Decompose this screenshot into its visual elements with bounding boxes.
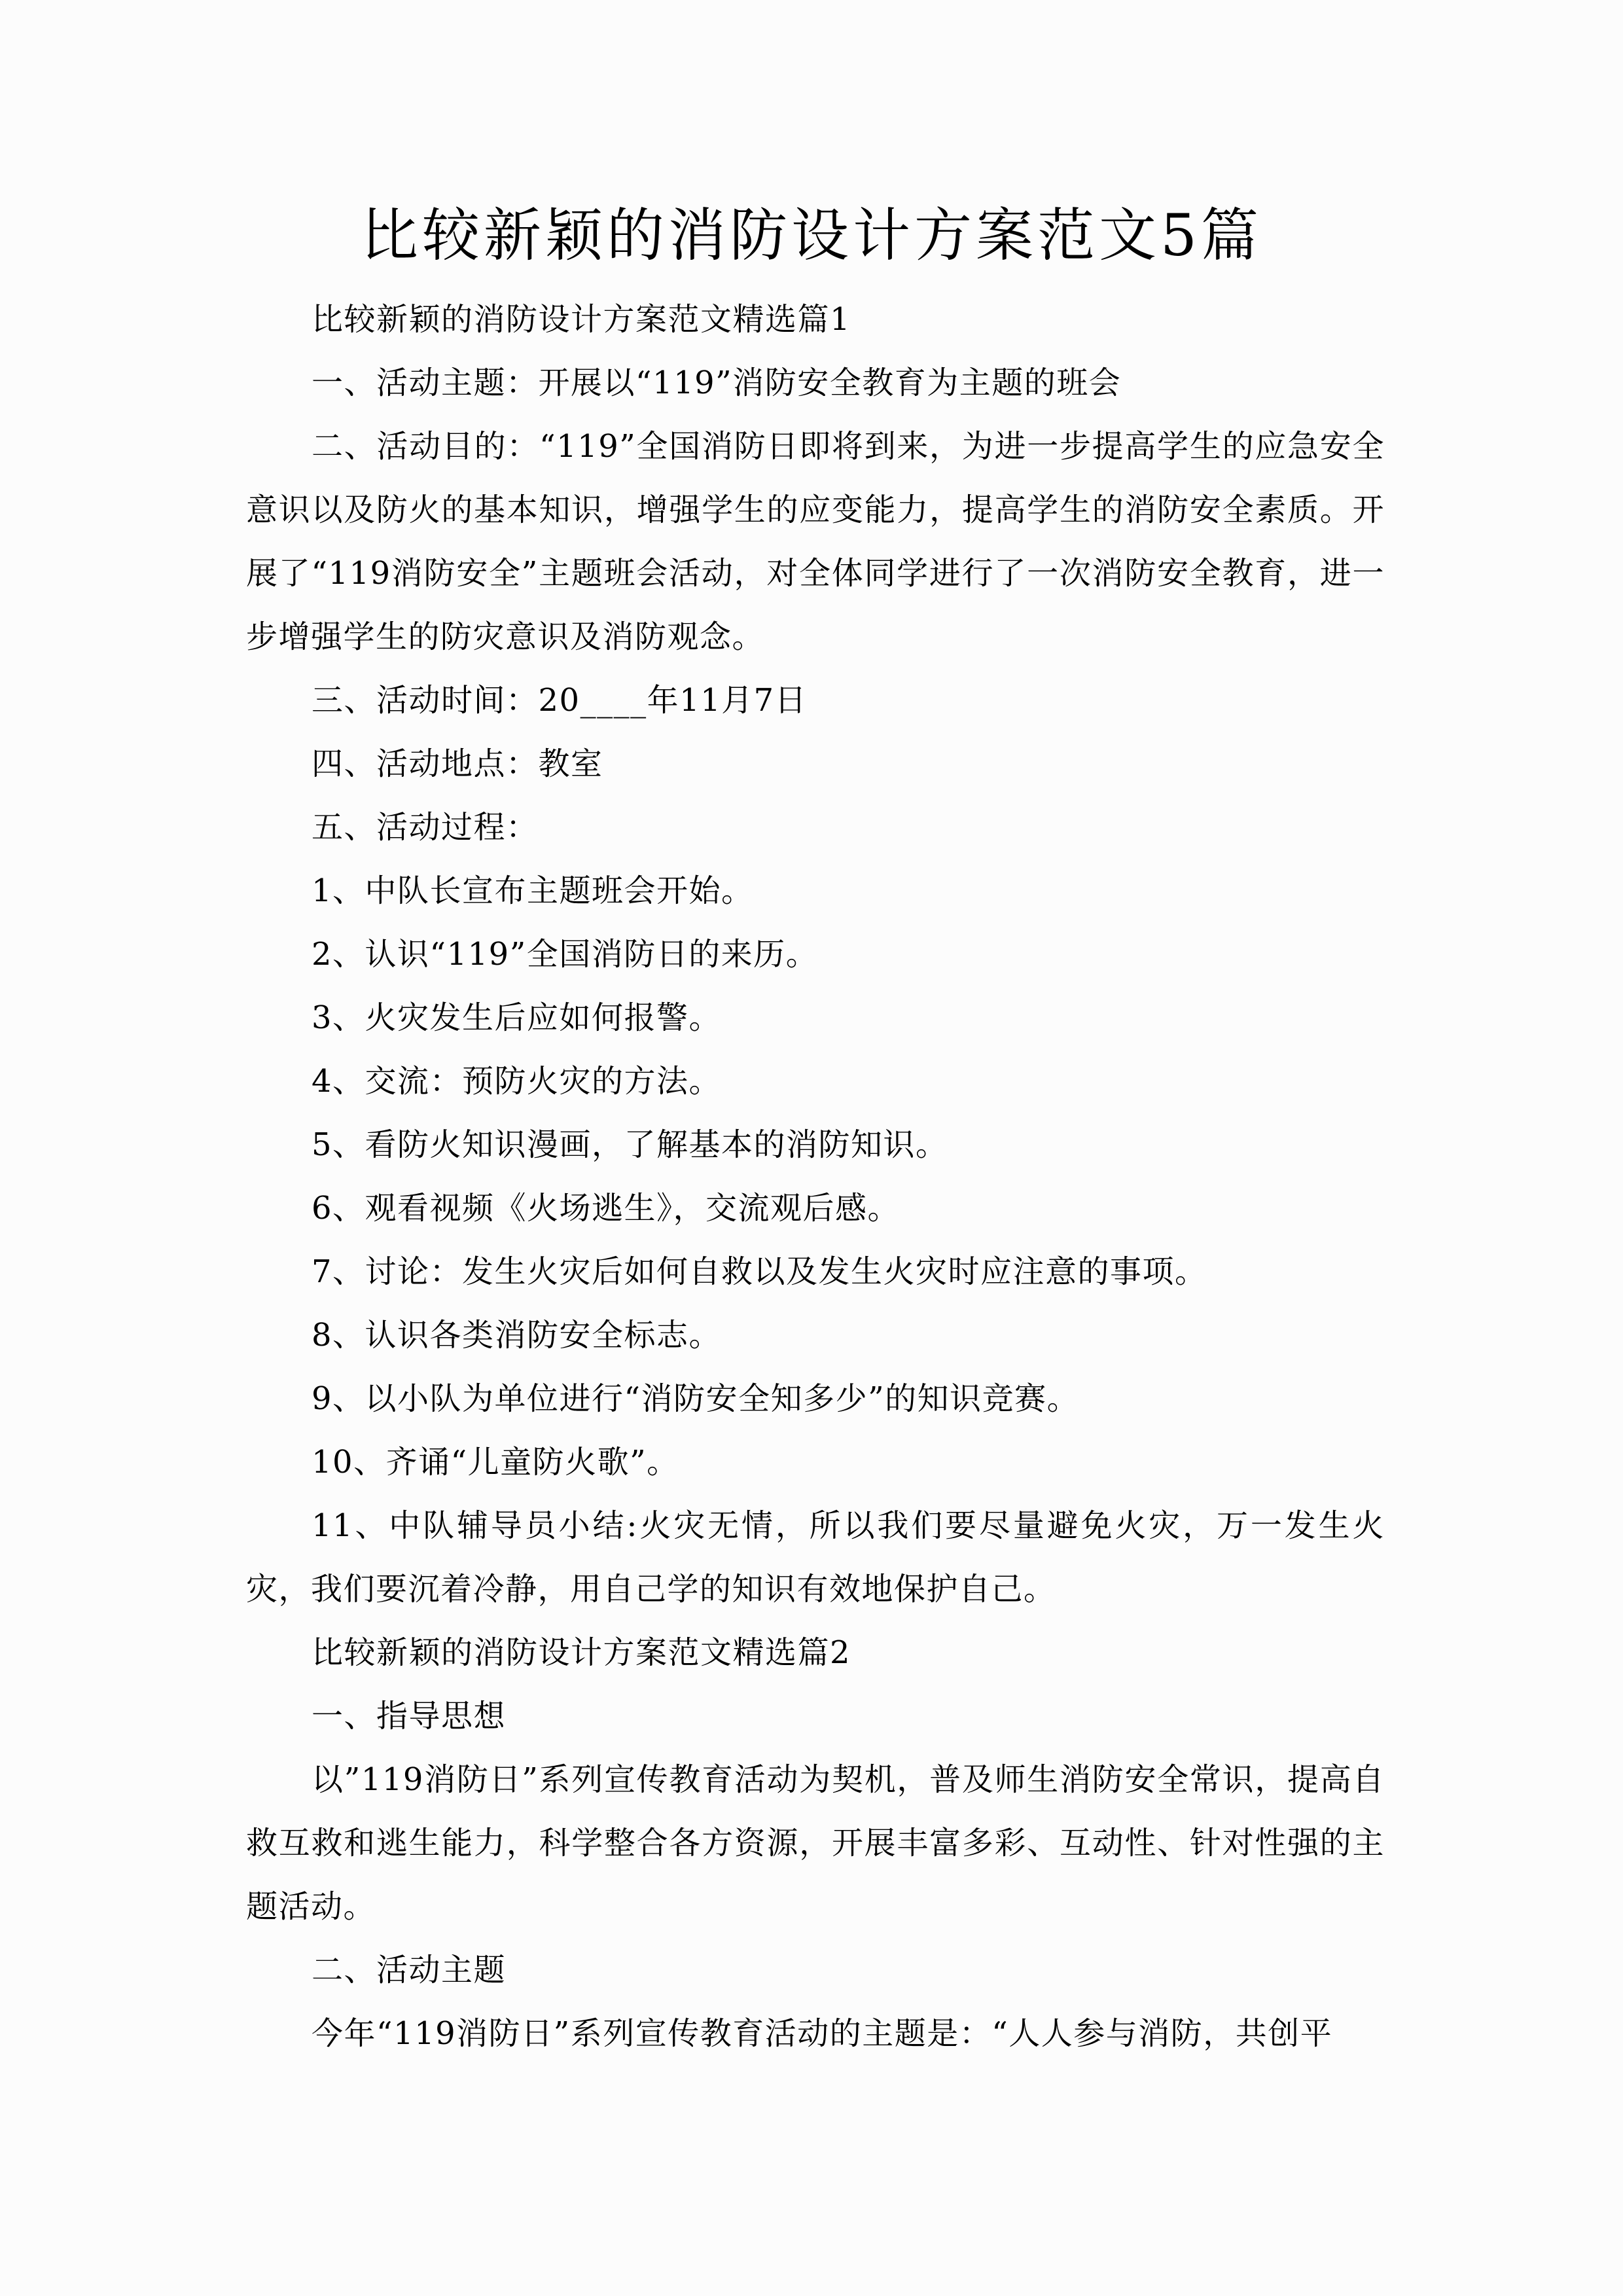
list-item: 1、中队长宣布主题班会开始。 (312, 872, 754, 909)
activity-theme-heading: 二、活动主题 (312, 1952, 507, 1988)
document-title: 比较新颖的消防设计方案范文5篇 (361, 202, 1262, 269)
section-heading-2: 比较新颖的消防设计方案范文精选篇2 (312, 1634, 851, 1671)
list-item: 6、观看视频《火场逃生》，交流观后感。 (312, 1190, 901, 1227)
activity-process-heading: 五、活动过程： (312, 809, 539, 846)
list-item: 4、交流：预防火灾的方法。 (312, 1063, 722, 1100)
list-item: 3、火灾发生后应如何报警。 (312, 999, 722, 1036)
list-item: 8、认识各类消防安全标志。 (312, 1317, 722, 1354)
activity-theme-text: 今年“119消防日”系列宣传教育活动的主题是：“人人参与消防，共创平 (312, 2015, 1333, 2052)
list-item: 5、看防火知识漫画，了解基本的消防知识。 (312, 1126, 948, 1163)
list-item: 11、中队辅导员小结:火灾无情，所以我们要尽量避免火灾，万一发生火灾，我们要沉着冷静，用自己学的知识有效地保护自己。 (246, 1507, 1385, 1607)
list-item: 7、讨论：发生火灾后如何自救以及发生火灾时应注意的事项。 (312, 1253, 1207, 1290)
list-item: 9、以小队为单位进行“消防安全知多少”的知识竞赛。 (312, 1380, 1080, 1417)
document-body (246, 288, 1385, 2066)
activity-theme: 一、活动主题：开展以“119”消防安全教育为主题的班会 (312, 365, 1122, 401)
activity-purpose: 二、活动目的：“119”全国消防日即将到来，为进一步提高学生的应急安全意识以及防火的基本知识，增强学生的应变能力，提高学生的消防安全素质。开展了“119消防安全”主题班会活动，对全体同学进行了一次消防安全教育，进一步增强学生的防灾意识及消防观念。 (246, 428, 1385, 655)
activity-time: 三、活动时间：20____年11月7日 (312, 682, 808, 719)
list-item: 2、认识“119”全国消防日的来历。 (312, 936, 819, 973)
list-item: 10、齐诵“儿童防火歌”。 (312, 1444, 679, 1480)
guiding-ideology-text: 以”119消防日”系列宣传教育活动为契机，普及师生消防安全常识，提高自救互救和逃生能力，科学整合各方资源，开展丰富多彩、互动性、针对性强的主题活动。 (246, 1761, 1385, 1925)
guiding-ideology-heading: 一、指导思想 (312, 1698, 507, 1734)
section-heading-1: 比较新颖的消防设计方案范文精选篇1 (312, 301, 851, 338)
activity-location: 四、活动地点：教室 (312, 745, 603, 782)
